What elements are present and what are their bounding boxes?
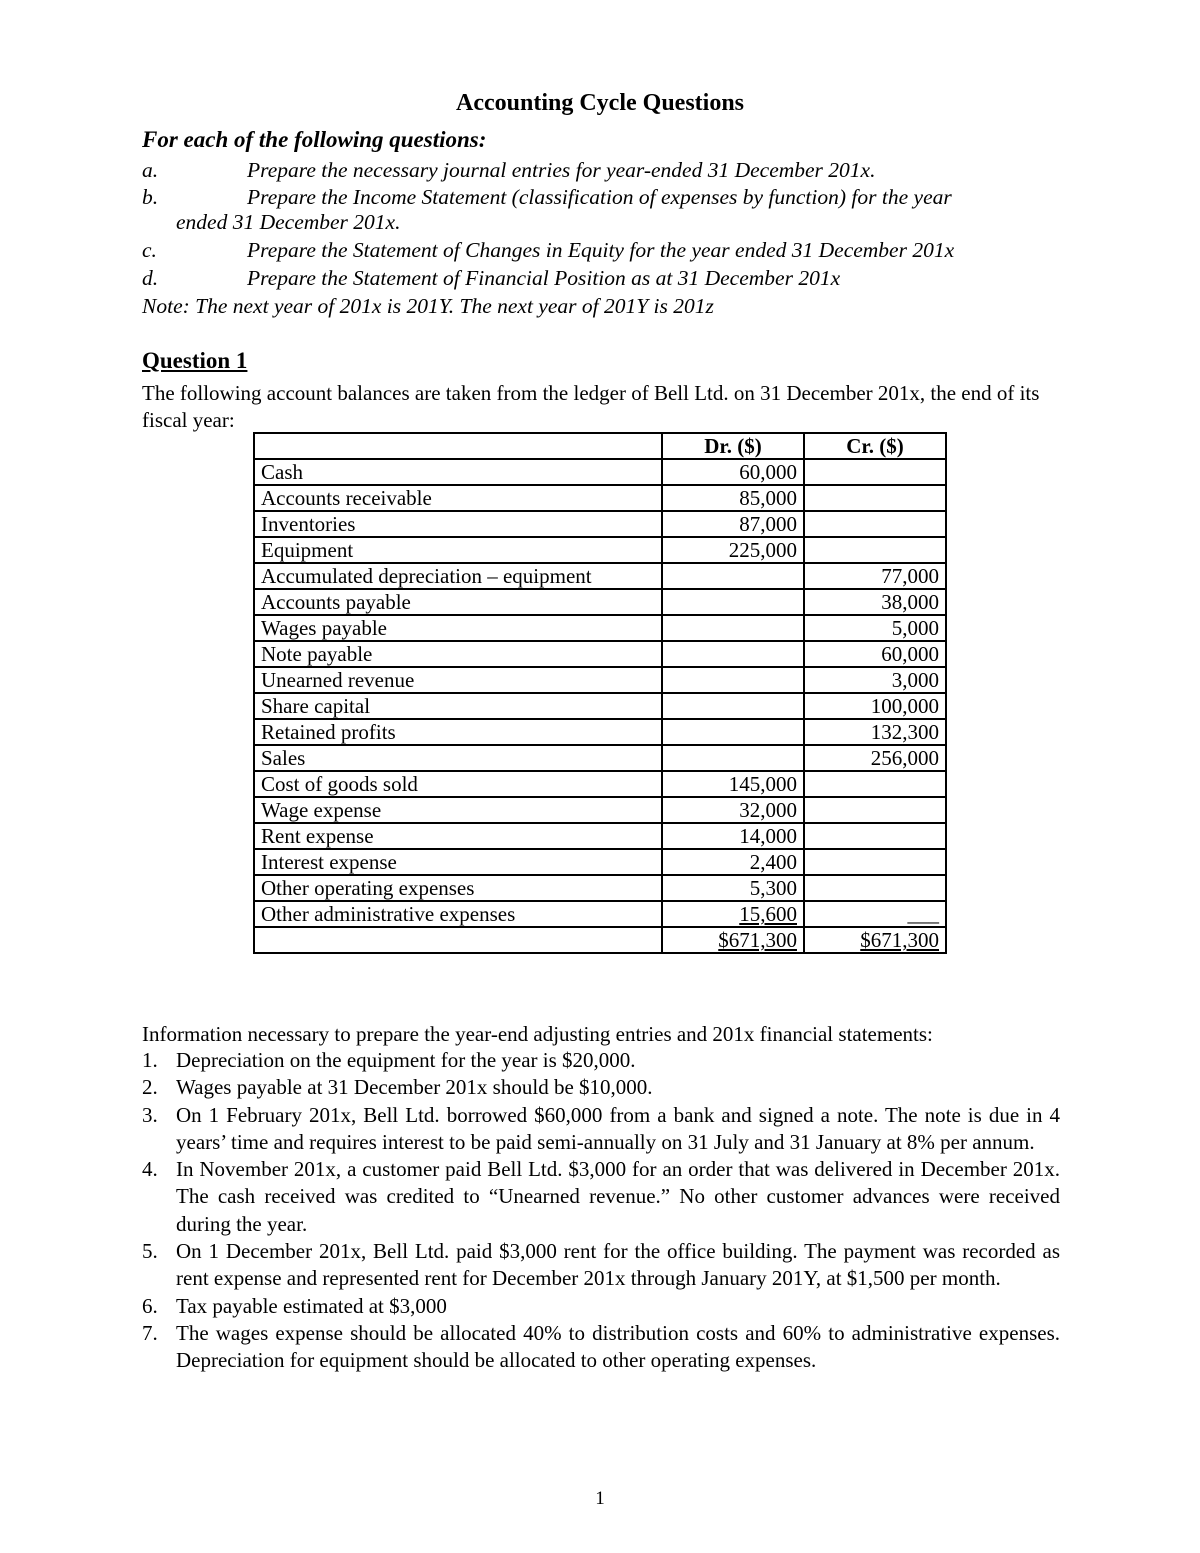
item-number: 5. — [142, 1239, 158, 1264]
account-name: Unearned revenue — [254, 667, 662, 693]
item-text: Wages payable at 31 December 201x should be $10,000. — [176, 1075, 653, 1100]
table-row — [254, 537, 946, 563]
instruction-text: Prepare the Statement of Changes in Equity for the year ended 31 December 201x — [247, 238, 955, 262]
debit-amount-underlined: 15,600 — [739, 902, 797, 926]
credit-amount — [804, 875, 946, 901]
account-name: Retained profits — [254, 719, 662, 745]
table-row — [254, 849, 946, 875]
debit-amount: 32,000 — [662, 797, 804, 823]
credit-amount: 38,000 — [804, 589, 946, 615]
debit-amount — [662, 615, 804, 641]
credit-amount — [804, 771, 946, 797]
item-text: Depreciation on the equipment for the year is $20,000. — [176, 1048, 636, 1072]
instruction-letter: c. — [142, 238, 157, 262]
instruction-text-continued: ended 31 December 201x. — [176, 210, 401, 234]
header-credit: Cr. ($) — [804, 433, 946, 459]
item-number: 2. — [142, 1075, 158, 1100]
item-number: 3. — [142, 1102, 158, 1127]
instruction-text: Prepare the Statement of Financial Position as at 31 December 201x — [247, 266, 841, 290]
credit-amount: ___ — [804, 901, 946, 927]
debit-amount — [662, 589, 804, 615]
table-row — [254, 901, 946, 927]
credit-amount: 60,000 — [804, 641, 946, 667]
total-credit-cell — [804, 927, 946, 953]
instruction-letter: d. — [142, 266, 159, 290]
account-name: Accounts payable — [254, 589, 662, 615]
debit-amount — [662, 901, 804, 927]
item-text: On 1 December 201x, Bell Ltd. paid $3,000 rent for the office building. The payment was recorded as rent expense and represented rent for December 201x through January 201Y, at $1,500 per month. — [176, 1239, 1060, 1291]
debit-amount: 14,000 — [662, 823, 804, 849]
credit-amount: 3,000 — [804, 667, 946, 693]
table-row — [254, 615, 946, 641]
debit-amount: 2,400 — [662, 849, 804, 875]
instructions-heading: For each of the following questions: — [142, 127, 487, 152]
item-number: 4. — [142, 1157, 158, 1182]
item-number: 6. — [142, 1293, 158, 1318]
account-name: Wage expense — [254, 797, 662, 823]
item-text: On 1 February 201x, Bell Ltd. borrowed $60,000 from a bank and signed a note. The note is due in 4 years’ time and requires interest to be paid semi-annually on 31 July and 31 January at 8% per annum. — [176, 1102, 1060, 1154]
info-intro: Information necessary to prepare the year-end adjusting entries and 201x financial statements: — [142, 1022, 933, 1046]
list-item — [142, 1293, 1060, 1320]
debit-amount: 145,000 — [662, 771, 804, 797]
table-row — [254, 511, 946, 537]
instruction-letter: a. — [142, 158, 159, 182]
account-name: Inventories — [254, 511, 662, 537]
list-item — [142, 1074, 1060, 1101]
account-name: Accumulated depreciation – equipment — [254, 563, 662, 589]
table-row — [254, 823, 946, 849]
table-row — [254, 563, 946, 589]
instructions-note: Note: The next year of 201x is 201Y. The next year of 201Y is 201z — [142, 294, 714, 318]
account-name: Accounts receivable — [254, 485, 662, 511]
list-item — [142, 1238, 1060, 1293]
debit-amount: 5,300 — [662, 875, 804, 901]
list-item — [142, 1320, 1060, 1375]
list-item — [142, 1156, 1060, 1238]
account-name: Sales — [254, 745, 662, 771]
question-heading: Question 1 — [142, 348, 248, 373]
table-row — [254, 771, 946, 797]
total-debit-cell — [662, 927, 804, 953]
account-name: Other operating expenses — [254, 875, 662, 901]
table-header-row — [254, 433, 946, 459]
total-debit: $671,300 — [718, 928, 797, 952]
list-item — [142, 1102, 1060, 1157]
trial-balance-table — [253, 432, 947, 954]
header-debit: Dr. ($) — [662, 433, 804, 459]
item-text: In November 201x, a customer paid Bell Ltd. $3,000 for an order that was delivered in December 201x. The cash received was credited to “Unearned revenue.” No other customer advances were received during the year. — [176, 1157, 1060, 1236]
debit-amount — [662, 745, 804, 771]
adjustment-list — [142, 1047, 1060, 1375]
credit-amount — [804, 537, 946, 563]
instruction-item-b — [142, 185, 1060, 235]
account-name: Cash — [254, 459, 662, 485]
document-title: Accounting Cycle Questions — [456, 90, 744, 116]
table-row — [254, 875, 946, 901]
account-name: Note payable — [254, 641, 662, 667]
credit-amount — [804, 849, 946, 875]
table-row — [254, 797, 946, 823]
table-row — [254, 641, 946, 667]
table-row — [254, 693, 946, 719]
debit-amount — [662, 719, 804, 745]
credit-amount — [804, 459, 946, 485]
table-row — [254, 745, 946, 771]
credit-amount: 100,000 — [804, 693, 946, 719]
account-name: Wages payable — [254, 615, 662, 641]
account-name: Cost of goods sold — [254, 771, 662, 797]
account-name: Other administrative expenses — [254, 901, 662, 927]
table-row — [254, 719, 946, 745]
instruction-item-d — [142, 266, 1060, 291]
debit-amount — [662, 563, 804, 589]
table-row — [254, 667, 946, 693]
table-row — [254, 485, 946, 511]
credit-amount — [804, 511, 946, 537]
instruction-item-a — [142, 158, 1060, 183]
credit-amount — [804, 485, 946, 511]
credit-amount: 5,000 — [804, 615, 946, 641]
page-number: 1 — [595, 1488, 605, 1509]
debit-amount: 85,000 — [662, 485, 804, 511]
account-name: Interest expense — [254, 849, 662, 875]
credit-amount: 256,000 — [804, 745, 946, 771]
table-row — [254, 459, 946, 485]
table-row — [254, 589, 946, 615]
debit-amount — [662, 641, 804, 667]
item-number: 1. — [142, 1048, 158, 1072]
debit-amount — [662, 667, 804, 693]
instruction-text: Prepare the necessary journal entries for year-ended 31 December 201x. — [247, 158, 876, 182]
debit-amount: 225,000 — [662, 537, 804, 563]
question-intro: The following account balances are taken from the ledger of Bell Ltd. on 31 December 201x, the end of its fiscal year: — [142, 381, 1040, 432]
table-totals-row — [254, 927, 946, 953]
credit-amount — [804, 823, 946, 849]
instruction-text: Prepare the Income Statement (classification of expenses by function) for the year — [247, 185, 952, 209]
credit-amount: 132,300 — [804, 719, 946, 745]
item-text: Tax payable estimated at $3,000 — [176, 1293, 447, 1318]
item-number: 7. — [142, 1320, 158, 1345]
account-name: Rent expense — [254, 823, 662, 849]
account-name: Equipment — [254, 537, 662, 563]
header-account — [254, 433, 662, 459]
instruction-item-c — [142, 238, 1060, 263]
debit-amount: 87,000 — [662, 511, 804, 537]
credit-amount — [804, 797, 946, 823]
totals-label — [254, 927, 662, 953]
list-item — [142, 1047, 1060, 1074]
item-text: The wages expense should be allocated 40% to distribution costs and 60% to administrative expenses. Depreciation for equipment should be allocated to other operating expenses. — [176, 1320, 1060, 1373]
debit-amount: 60,000 — [662, 459, 804, 485]
account-name: Share capital — [254, 693, 662, 719]
instruction-letter: b. — [142, 185, 159, 209]
credit-amount: 77,000 — [804, 563, 946, 589]
total-credit: $671,300 — [860, 928, 939, 952]
debit-amount — [662, 693, 804, 719]
